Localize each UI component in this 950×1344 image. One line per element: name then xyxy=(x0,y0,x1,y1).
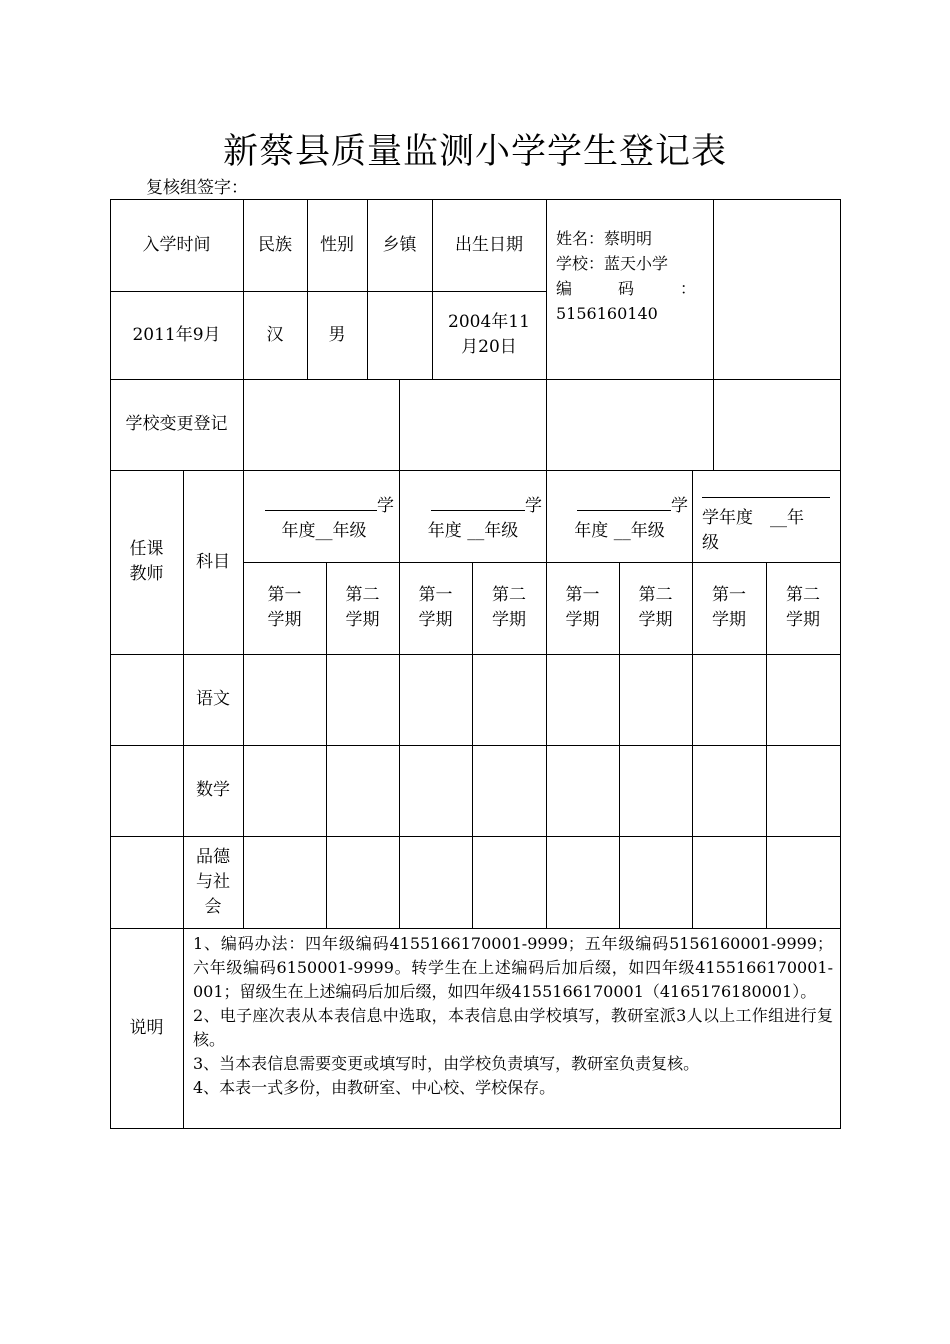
term-header xyxy=(243,562,326,654)
year-suffix-2: 学 xyxy=(525,496,542,516)
term-header-line1: 第一 xyxy=(267,585,302,605)
header-birth-date: 出生日期 xyxy=(455,234,523,255)
year-blank-3 xyxy=(577,493,671,511)
term-header xyxy=(326,562,399,654)
term-header xyxy=(692,562,766,654)
notes-label: 说明 xyxy=(129,1017,164,1038)
col-line xyxy=(243,379,244,470)
notes-content xyxy=(193,932,833,1100)
subject-moral-line2: 与社 xyxy=(196,871,230,892)
year-grade-1: 年度__年级 xyxy=(281,521,367,541)
term-header-line2: 学期 xyxy=(492,610,526,630)
year-suffix-3: 学 xyxy=(671,496,688,516)
subject-label: 科目 xyxy=(196,551,230,572)
year-header-4 xyxy=(702,480,832,556)
student-name: 姓名：蔡明明 xyxy=(556,229,653,248)
term-header xyxy=(619,562,692,654)
year-blank-1 xyxy=(265,493,377,511)
term-header-line2: 学期 xyxy=(565,610,600,630)
subject-moral-line3: 会 xyxy=(204,896,222,917)
year-grade-3: 年度 __年级 xyxy=(574,521,665,541)
reviewer-signature-label: 复核组签字： xyxy=(146,178,248,198)
term-header-line2: 学期 xyxy=(712,610,746,630)
school-change-label: 学校变更登记 xyxy=(125,414,228,434)
term-header-line2: 学期 xyxy=(418,610,453,630)
page-title: 新蔡县质量监测小学学生登记表 xyxy=(222,132,727,172)
ethnicity-value: 汉 xyxy=(266,324,284,345)
col-line xyxy=(399,379,400,470)
subject-math: 数学 xyxy=(196,780,230,800)
col-line xyxy=(399,470,400,928)
term-header xyxy=(766,562,840,654)
birth-date-value xyxy=(432,291,546,379)
year-grade-4-line1: 学年度 __年 xyxy=(702,508,804,528)
col-line xyxy=(183,928,184,1128)
col-line xyxy=(546,470,547,928)
term-header-line2: 学期 xyxy=(345,610,380,630)
subject-moral-society xyxy=(183,836,243,928)
gender-value: 男 xyxy=(328,324,346,345)
term-header-line1: 第二 xyxy=(638,585,673,605)
term-header-line2: 学期 xyxy=(267,610,302,630)
term-header xyxy=(546,562,619,654)
township-value xyxy=(367,291,432,379)
term-header xyxy=(399,562,472,654)
term-header xyxy=(472,562,546,654)
col-line xyxy=(713,379,714,470)
code-label-char1: 编 xyxy=(556,279,573,298)
note-item: 3、当本表信息需要变更或填写时，由学校负责填写，教研室负责复核。 xyxy=(193,1054,700,1073)
header-gender: 性别 xyxy=(320,234,354,255)
row-line xyxy=(110,928,841,929)
term-header-line1: 第一 xyxy=(712,585,746,605)
col-line xyxy=(546,379,547,470)
col-line xyxy=(546,199,547,379)
enroll-time-value: 2011年9月 xyxy=(132,324,221,345)
table-border-right xyxy=(840,199,841,1129)
student-school: 学校：蓝天小学 xyxy=(556,254,669,273)
birth-date-line1: 2004年11 xyxy=(448,312,530,332)
header-township: 乡镇 xyxy=(382,234,417,255)
year-header-2 xyxy=(404,493,542,544)
term-header-line1: 第二 xyxy=(786,585,820,605)
table-border-bottom xyxy=(110,1128,841,1129)
year-blank-4 xyxy=(702,480,830,498)
birth-date-line2: 月20日 xyxy=(461,337,517,357)
year-grade-2: 年度 __年级 xyxy=(427,521,519,541)
term-header-line1: 第二 xyxy=(345,585,380,605)
year-blank-2 xyxy=(431,493,525,511)
year-header-3 xyxy=(551,493,688,544)
teacher-label-line2: 教师 xyxy=(129,564,164,584)
student-code-label xyxy=(556,276,696,301)
note-item: 4、本表一式多份，由教研室、中心校、学校保存。 xyxy=(193,1078,556,1097)
student-info xyxy=(556,226,696,326)
code-label-char2: 码 xyxy=(617,279,634,298)
year-suffix-1: 学 xyxy=(377,496,394,516)
term-header-line2: 学期 xyxy=(786,610,820,630)
col-line xyxy=(692,470,693,928)
col-line xyxy=(243,470,244,928)
header-enroll-time: 入学时间 xyxy=(142,234,211,255)
col-line xyxy=(713,199,714,379)
header-ethnicity: 民族 xyxy=(258,234,292,255)
term-header-line1: 第二 xyxy=(492,585,526,605)
year-grade-4-line2: 级 xyxy=(702,533,719,553)
student-code-value: 5156160140 xyxy=(556,304,658,323)
term-header-line1: 第一 xyxy=(418,585,453,605)
teacher-label xyxy=(110,470,183,654)
year-header-1 xyxy=(254,493,394,544)
term-header-line2: 学期 xyxy=(638,610,673,630)
subject-moral-line1: 品德 xyxy=(196,846,230,867)
code-label-colon: ： xyxy=(679,279,696,298)
term-header-line1: 第一 xyxy=(565,585,600,605)
teacher-label-line1: 任课 xyxy=(129,539,164,559)
subject-chinese: 语文 xyxy=(196,689,230,709)
note-item: 1、编码办法：四年级编码4155166170001-9999；五年级编码5156160001-9999；六年级编码6150001-9999。转学生在上述编码后加后缀，如四年级4155166170001-001；留级生在上述编码后加后缀，如四年级4155166170001（4165176180001）。 xyxy=(193,934,833,1001)
note-item: 2、电子座次表从本表信息中选取，本表信息由学校填写，教研室派3人以上工作组进行复核。 xyxy=(193,1006,833,1049)
